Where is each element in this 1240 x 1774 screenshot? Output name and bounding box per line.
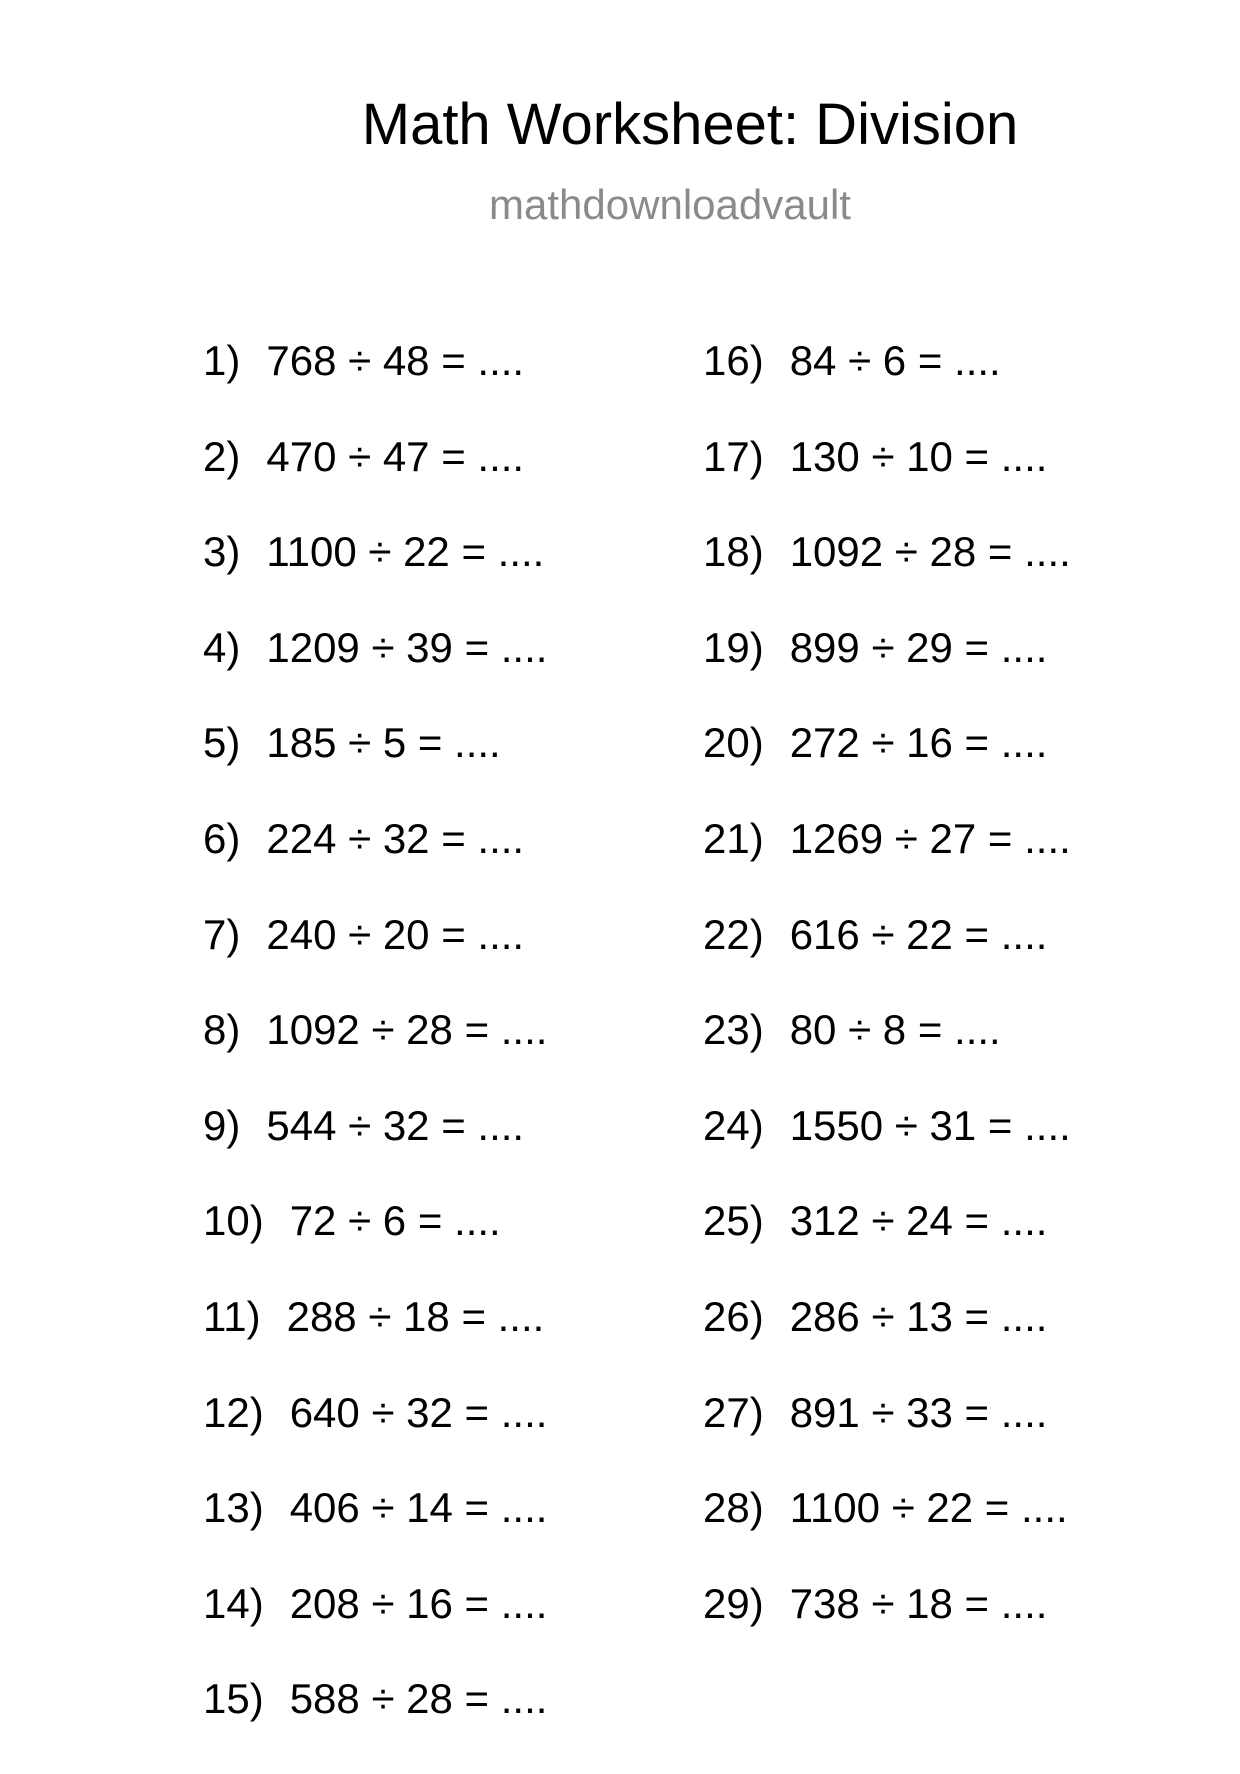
- problem-number: 21): [703, 814, 764, 862]
- problem-item: [203, 1484, 548, 1583]
- problem-number: 10): [203, 1197, 264, 1245]
- problem-number: 17): [703, 432, 764, 480]
- worksheet-subtitle: mathdownloadvault: [489, 181, 851, 228]
- problem-number: 15): [203, 1675, 264, 1723]
- problem-number: 6): [203, 814, 241, 862]
- problem-expression: 768 ÷ 48 = ....: [266, 337, 525, 384]
- problem-number: 7): [203, 910, 241, 958]
- problem-item: [203, 1388, 548, 1488]
- problem-expression: 1209 ÷ 39 = ....: [266, 623, 548, 671]
- problem-expression: 130 ÷ 10 = ....: [789, 432, 1048, 480]
- problem-number: 3): [203, 528, 241, 576]
- problem-column-right: [703, 337, 1071, 1678]
- problem-item: [703, 1484, 1071, 1583]
- problem-item: [203, 1675, 548, 1774]
- problem-column-left: [203, 337, 548, 1774]
- problem-item: [703, 1006, 1071, 1105]
- problem-number: 18): [703, 528, 764, 576]
- problem-expression: 72 ÷ 6 = ....: [289, 1197, 501, 1245]
- problem-item: [703, 1292, 1071, 1392]
- problem-number: 25): [703, 1197, 764, 1245]
- problem-number: 1): [203, 337, 241, 384]
- problem-item: [203, 814, 547, 914]
- problem-item: [703, 1197, 1071, 1296]
- problem-item: [703, 337, 1071, 436]
- problem-expression: 1100 ÷ 22 = ....: [266, 528, 545, 576]
- problem-item: [203, 1197, 547, 1296]
- problem-number: 27): [703, 1388, 764, 1436]
- problem-item: [703, 1579, 1071, 1679]
- problem-item: [203, 337, 547, 436]
- problem-expression: 312 ÷ 24 = ....: [789, 1197, 1048, 1245]
- problem-item: [703, 432, 1071, 532]
- problem-item: [703, 910, 1071, 1010]
- problem-number: 16): [703, 337, 764, 384]
- problem-expression: 1550 ÷ 31 = ....: [789, 1101, 1071, 1149]
- problem-number: 4): [203, 623, 241, 671]
- problem-expression: 406 ÷ 14 = ....: [289, 1484, 548, 1532]
- problem-expression: 286 ÷ 13 = ....: [789, 1292, 1048, 1340]
- problem-expression: 80 ÷ 8 = ....: [789, 1006, 1001, 1054]
- problem-number: 2): [203, 432, 241, 480]
- problem-expression: 470 ÷ 47 = ....: [266, 432, 525, 480]
- problem-expression: 899 ÷ 29 = ....: [789, 623, 1048, 671]
- problem-number: 24): [703, 1101, 764, 1149]
- problem-item: [203, 528, 547, 627]
- problem-expression: 84 ÷ 6 = ....: [789, 337, 1001, 384]
- problem-number: 14): [203, 1579, 264, 1627]
- problem-expression: 588 ÷ 28 = ....: [289, 1675, 548, 1723]
- problem-item: [203, 1006, 548, 1105]
- problem-item: [203, 623, 548, 723]
- problem-item: [703, 814, 1071, 914]
- problem-expression: 544 ÷ 32 = ....: [266, 1101, 525, 1149]
- problem-expression: 240 ÷ 20 = ....: [266, 910, 525, 958]
- problem-item: [203, 1292, 547, 1392]
- problem-expression: 224 ÷ 32 = ....: [266, 814, 525, 862]
- problem-item: [703, 1388, 1071, 1488]
- problem-number: 5): [203, 719, 241, 767]
- problem-number: 26): [703, 1292, 764, 1340]
- problem-number: 19): [703, 623, 764, 671]
- problem-number: 12): [203, 1388, 264, 1436]
- problem-number: 23): [703, 1006, 764, 1054]
- problem-expression: 1092 ÷ 28 = ....: [266, 1006, 548, 1054]
- problem-expression: 616 ÷ 22 = ....: [789, 910, 1048, 958]
- problem-expression: 640 ÷ 32 = ....: [289, 1388, 548, 1436]
- problem-number: 13): [203, 1484, 264, 1532]
- problem-number: 11): [203, 1292, 261, 1340]
- problem-number: 8): [203, 1006, 241, 1054]
- problem-number: 29): [703, 1579, 764, 1627]
- problem-number: 20): [703, 719, 764, 767]
- problem-expression: 272 ÷ 16 = ....: [789, 719, 1048, 767]
- problem-number: 28): [703, 1484, 764, 1532]
- problem-item: [203, 432, 547, 532]
- worksheet-title: Math Worksheet: Division: [361, 92, 1019, 157]
- problem-item: [203, 1101, 547, 1201]
- problem-number: 9): [203, 1101, 241, 1149]
- problem-expression: 208 ÷ 16 = ....: [289, 1579, 548, 1627]
- problem-item: [203, 1579, 548, 1679]
- problem-item: [203, 910, 547, 1010]
- problem-expression: 891 ÷ 33 = ....: [789, 1388, 1048, 1436]
- problem-expression: 1100 ÷ 22 = ....: [789, 1484, 1068, 1532]
- problem-number: 22): [703, 910, 764, 958]
- problem-expression: 1092 ÷ 28 = ....: [789, 528, 1071, 576]
- problem-item: [703, 1101, 1071, 1201]
- problem-item: [203, 719, 547, 818]
- problem-expression: 1269 ÷ 27 = ....: [789, 814, 1071, 862]
- problem-expression: 288 ÷ 18 = ....: [286, 1292, 545, 1340]
- problem-item: [703, 528, 1071, 627]
- problem-expression: 185 ÷ 5 = ....: [266, 719, 501, 767]
- problem-item: [703, 623, 1071, 723]
- problem-item: [703, 719, 1071, 818]
- problem-expression: 738 ÷ 18 = ....: [789, 1579, 1048, 1627]
